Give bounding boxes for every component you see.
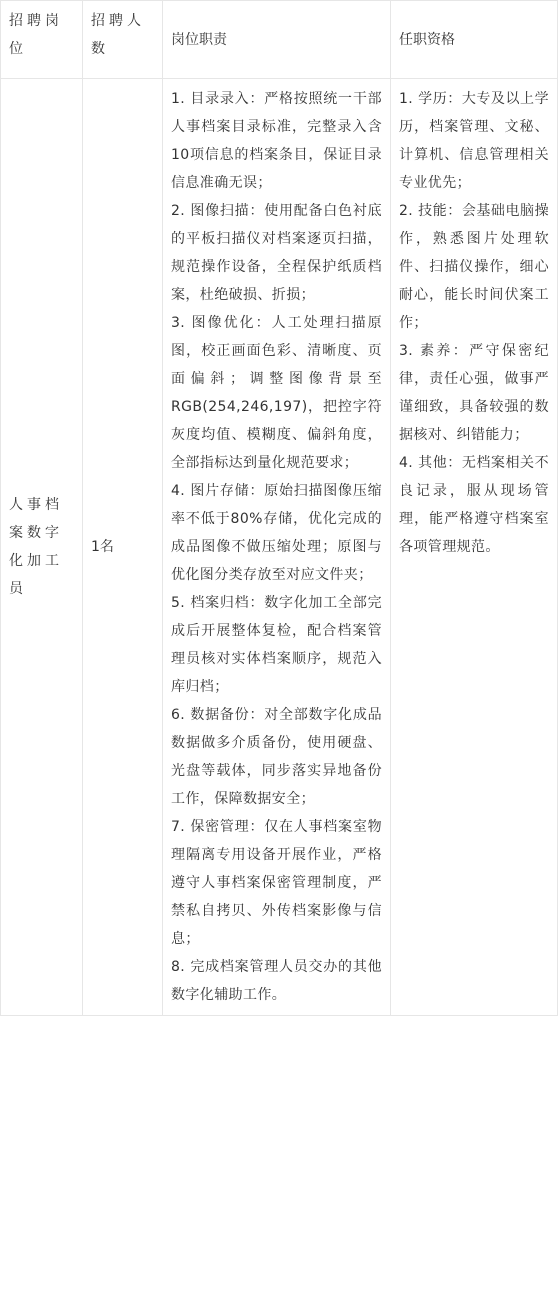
duty-item: 1. 目录录入：严格按照统一干部人事档案目录标准，完整录入含10项信息的档案条目，保证目录信息准确无误；	[171, 91, 382, 191]
header-position: 招聘岗位	[1, 1, 83, 79]
cell-position: 人事档案数字化加工员	[1, 79, 83, 1016]
duty-item: 8. 完成档案管理人员交办的其他数字化辅助工作。	[171, 959, 382, 1003]
header-row	[1, 1, 558, 79]
qualification-item: 2. 技能：会基础电脑操作，熟悉图片处理软件、扫描仪操作，细心耐心，能长时间伏案工作；	[399, 203, 549, 331]
cell-qualifications	[391, 79, 558, 1016]
qualification-item: 3. 素养：严守保密纪律，责任心强，做事严谨细致，具备较强的数据核对、纠错能力；	[399, 343, 549, 443]
duty-item: 2. 图像扫描：使用配备白色衬底的平板扫描仪对档案逐页扫描，规范操作设备，全程保护纸质档案，杜绝破损、折损；	[171, 203, 382, 303]
duty-item: 4. 图片存储：原始扫描图像压缩率不低于80%存储，优化完成的成品图像不做压缩处理；原图与优化图分类存放至对应文件夹；	[171, 483, 382, 583]
cell-count: 1名	[83, 79, 163, 1016]
duty-item: 7. 保密管理：仅在人事档案室物理隔离专用设备开展作业，严格遵守人事档案保密管理制度，严禁私自拷贝、外传档案影像与信息；	[171, 819, 382, 947]
duty-item: 5. 档案归档：数字化加工全部完成后开展整体复检，配合档案管理员核对实体档案顺序，规范入库归档；	[171, 595, 382, 695]
qualification-item: 1. 学历：大专及以上学历，档案管理、文秘、计算机、信息管理相关专业优先；	[399, 91, 549, 191]
cell-duties	[163, 79, 391, 1016]
qualification-item: 4. 其他：无档案相关不良记录，服从现场管理，能严格遵守档案室各项管理规范。	[399, 455, 549, 555]
table-row	[1, 79, 558, 1016]
duty-item: 3. 图像优化：人工处理扫描原图，校正画面色彩、清晰度、页面偏斜；调整图像背景至RGB(254,246,197)，把控字符灰度均值、模糊度、偏斜角度，全部指标达到量化规范要求；	[171, 315, 382, 471]
header-qualifications: 任职资格	[391, 1, 558, 79]
header-duties: 岗位职责	[163, 1, 391, 79]
header-count: 招聘人数	[83, 1, 163, 79]
duty-item: 6. 数据备份：对全部数字化成品数据做多介质备份，使用硬盘、光盘等载体，同步落实异地备份工作，保障数据安全；	[171, 707, 382, 807]
